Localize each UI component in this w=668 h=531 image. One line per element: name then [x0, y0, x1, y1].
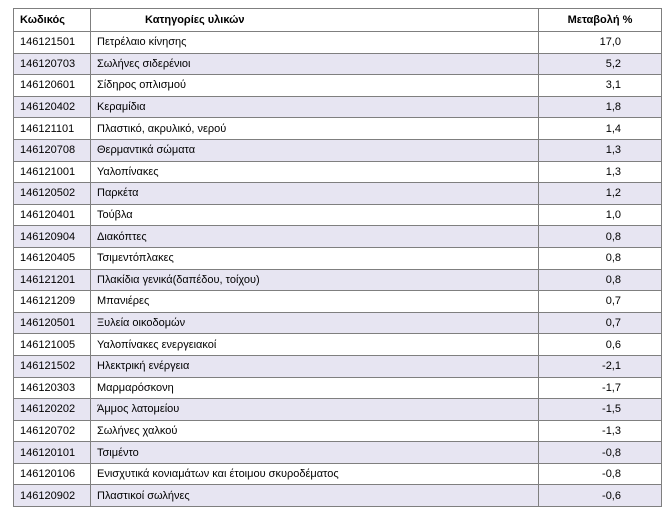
cell-change: -2,1 — [539, 355, 662, 377]
table-row — [14, 96, 662, 118]
table-row — [14, 139, 662, 161]
table-row — [14, 291, 662, 313]
cell-change: 1,0 — [539, 204, 662, 226]
cell-code: 146121001 — [14, 161, 91, 183]
cell-change: 0,8 — [539, 247, 662, 269]
cell-code: 146121209 — [14, 291, 91, 313]
cell-code: 146120502 — [14, 183, 91, 205]
cell-code: 146120501 — [14, 312, 91, 334]
cell-category: Σωλήνες σιδερένιοι — [91, 53, 539, 75]
cell-category: Υαλοπίνακες — [91, 161, 539, 183]
cell-category: Τσιμέντο — [91, 442, 539, 464]
cell-code: 146120106 — [14, 463, 91, 485]
cell-change: -1,3 — [539, 420, 662, 442]
cell-category: Ενισχυτικά κονιαμάτων και έτοιμου σκυροδέματος — [91, 463, 539, 485]
cell-code: 146120703 — [14, 53, 91, 75]
header-change: Μεταβολή % — [539, 9, 662, 32]
table-body — [14, 32, 662, 507]
table-row — [14, 53, 662, 75]
cell-code: 146120601 — [14, 75, 91, 97]
cell-category: Ξυλεία οικοδομών — [91, 312, 539, 334]
cell-category: Πετρέλαιο κίνησης — [91, 32, 539, 54]
table-row — [14, 161, 662, 183]
table-row — [14, 269, 662, 291]
cell-code: 146120202 — [14, 399, 91, 421]
cell-change: 1,4 — [539, 118, 662, 140]
cell-category: Άμμος λατομείου — [91, 399, 539, 421]
cell-code: 146121201 — [14, 269, 91, 291]
cell-category: Τσιμεντόπλακες — [91, 247, 539, 269]
table-row — [14, 399, 662, 421]
cell-category: Πλαστικοί σωλήνες — [91, 485, 539, 507]
cell-category: Μπανιέρες — [91, 291, 539, 313]
cell-category: Υαλοπίνακες ενεργειακοί — [91, 334, 539, 356]
table-row — [14, 247, 662, 269]
cell-code: 146120402 — [14, 96, 91, 118]
table-row — [14, 183, 662, 205]
table-row — [14, 312, 662, 334]
table-row — [14, 334, 662, 356]
cell-category: Κεραμίδια — [91, 96, 539, 118]
cell-change: 0,6 — [539, 334, 662, 356]
cell-code: 146120902 — [14, 485, 91, 507]
table-row — [14, 204, 662, 226]
materials-price-change-table — [13, 8, 662, 507]
cell-code: 146120904 — [14, 226, 91, 248]
header-code: Κωδικός — [14, 9, 91, 32]
header-row — [14, 9, 662, 32]
cell-category: Τούβλα — [91, 204, 539, 226]
cell-code: 146120405 — [14, 247, 91, 269]
table-row — [14, 355, 662, 377]
table-row — [14, 463, 662, 485]
cell-category: Πλαστικό, ακρυλικό, νερού — [91, 118, 539, 140]
cell-code: 146121005 — [14, 334, 91, 356]
table-row — [14, 420, 662, 442]
cell-category: Πλακίδια γενικά(δαπέδου, τοίχου) — [91, 269, 539, 291]
cell-code: 146120401 — [14, 204, 91, 226]
cell-change: -0,8 — [539, 442, 662, 464]
cell-change: 1,3 — [539, 161, 662, 183]
cell-category: Θερμαντικά σώματα — [91, 139, 539, 161]
cell-change: 17,0 — [539, 32, 662, 54]
cell-code: 146120303 — [14, 377, 91, 399]
table-row — [14, 32, 662, 54]
cell-code: 146121501 — [14, 32, 91, 54]
cell-change: -1,7 — [539, 377, 662, 399]
cell-change: 0,8 — [539, 269, 662, 291]
cell-category: Μαρμαρόσκονη — [91, 377, 539, 399]
materials-price-change-table-container — [13, 8, 661, 507]
cell-change: 0,7 — [539, 291, 662, 313]
cell-code: 146120708 — [14, 139, 91, 161]
cell-category: Διακόπτες — [91, 226, 539, 248]
cell-change: 0,8 — [539, 226, 662, 248]
cell-change: 5,2 — [539, 53, 662, 75]
cell-code: 146121101 — [14, 118, 91, 140]
cell-change: 0,7 — [539, 312, 662, 334]
cell-change: 1,8 — [539, 96, 662, 118]
table-row — [14, 442, 662, 464]
table-header — [14, 9, 662, 32]
cell-change: -0,6 — [539, 485, 662, 507]
table-row — [14, 118, 662, 140]
table-row — [14, 377, 662, 399]
cell-change: 1,2 — [539, 183, 662, 205]
cell-code: 146120101 — [14, 442, 91, 464]
cell-code: 146121502 — [14, 355, 91, 377]
cell-category: Σίδηρος οπλισμού — [91, 75, 539, 97]
cell-change: 3,1 — [539, 75, 662, 97]
table-row — [14, 485, 662, 507]
cell-category: Σωλήνες χαλκού — [91, 420, 539, 442]
cell-change: -0,8 — [539, 463, 662, 485]
cell-code: 146120702 — [14, 420, 91, 442]
table-row — [14, 75, 662, 97]
cell-change: -1,5 — [539, 399, 662, 421]
cell-change: 1,3 — [539, 139, 662, 161]
table-row — [14, 226, 662, 248]
header-category: Κατηγορίες υλικών — [91, 9, 539, 32]
cell-category: Παρκέτα — [91, 183, 539, 205]
cell-category: Ηλεκτρική ενέργεια — [91, 355, 539, 377]
